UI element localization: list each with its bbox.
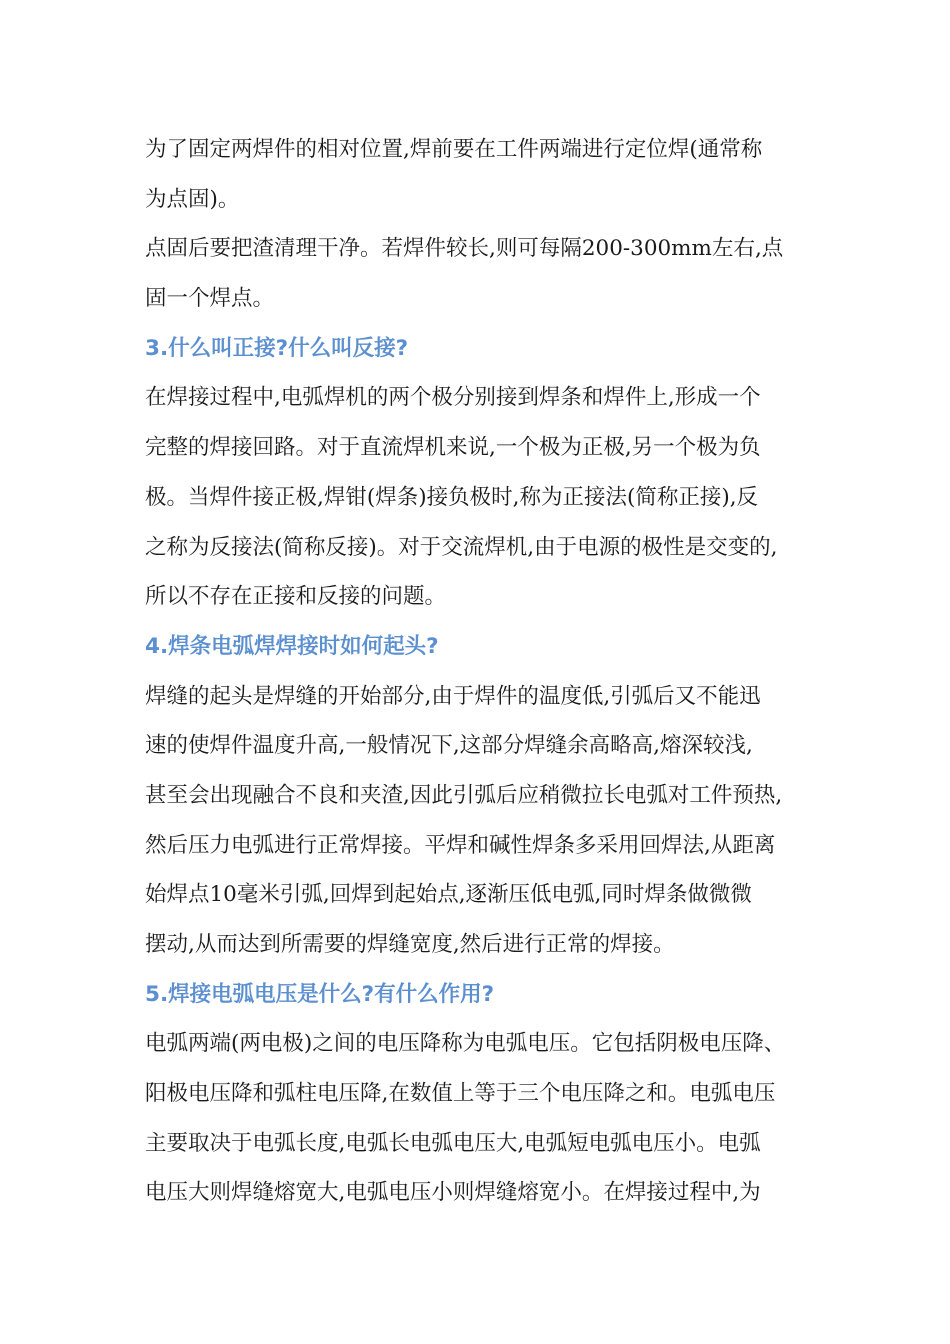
paragraph-line: 甚至会出现融合不良和夹渣,因此引弧后应稍微拉长电弧对工件预热, — [145, 783, 783, 808]
paragraph-line: 完整的焊接回路。对于直流焊机来说,一个极为正极,另一个极为负 — [145, 435, 761, 460]
paragraph-line: 在焊接过程中,电弧焊机的两个极分别接到焊条和焊件上,形成一个 — [145, 385, 761, 410]
section-heading: 4.焊条电弧焊焊接时如何起头? — [145, 634, 439, 659]
paragraph-line: 始焊点10毫米引弧,回焊到起始点,逐渐压低电弧,同时焊条做微微 — [145, 882, 752, 907]
paragraph-line: 之称为反接法(简称反接)。对于交流焊机,由于电源的极性是交变的, — [145, 535, 778, 560]
paragraph-line: 为点固)。 — [145, 187, 240, 212]
paragraph-line: 电弧两端(两电极)之间的电压降称为电弧电压。它包括阴极电压降、 — [145, 1031, 786, 1056]
paragraph-line: 点固后要把渣清理干净。若焊件较长,则可每隔200-300mm左右,点 — [145, 236, 784, 261]
section-heading: 3.什么叫正接?什么叫反接? — [145, 336, 409, 361]
paragraph-line: 速的使焊件温度升高,一般情况下,这部分焊缝余高略高,熔深较浅, — [145, 733, 753, 758]
paragraph-line: 所以不存在正接和反接的问题。 — [145, 584, 447, 609]
paragraph-line: 电压大则焊缝熔宽大,电弧电压小则焊缝熔宽小。在焊接过程中,为 — [145, 1180, 761, 1205]
paragraph-line: 固一个焊点。 — [145, 286, 275, 311]
paragraph-line: 阳极电压降和弧柱电压降,在数值上等于三个电压降之和。电弧电压 — [145, 1081, 776, 1106]
paragraph-line: 摆动,从而达到所需要的焊缝宽度,然后进行正常的焊接。 — [145, 932, 675, 957]
paragraph-line: 主要取决于电弧长度,电弧长电弧电压大,电弧短电弧电压小。电弧 — [145, 1131, 761, 1156]
paragraph-line: 为了固定两焊件的相对位置,焊前要在工件两端进行定位焊(通常称 — [145, 137, 763, 162]
paragraph-line: 极。当焊件接正极,焊钳(焊条)接负极时,称为正接法(简称正接),反 — [145, 485, 759, 510]
paragraph-line: 然后压力电弧进行正常焊接。平焊和碱性焊条多采用回焊法,从距离 — [145, 833, 776, 858]
paragraph-line: 焊缝的起头是焊缝的开始部分,由于焊件的温度低,引弧后又不能迅 — [145, 684, 761, 709]
section-heading: 5.焊接电弧电压是什么?有什么作用? — [145, 982, 495, 1007]
